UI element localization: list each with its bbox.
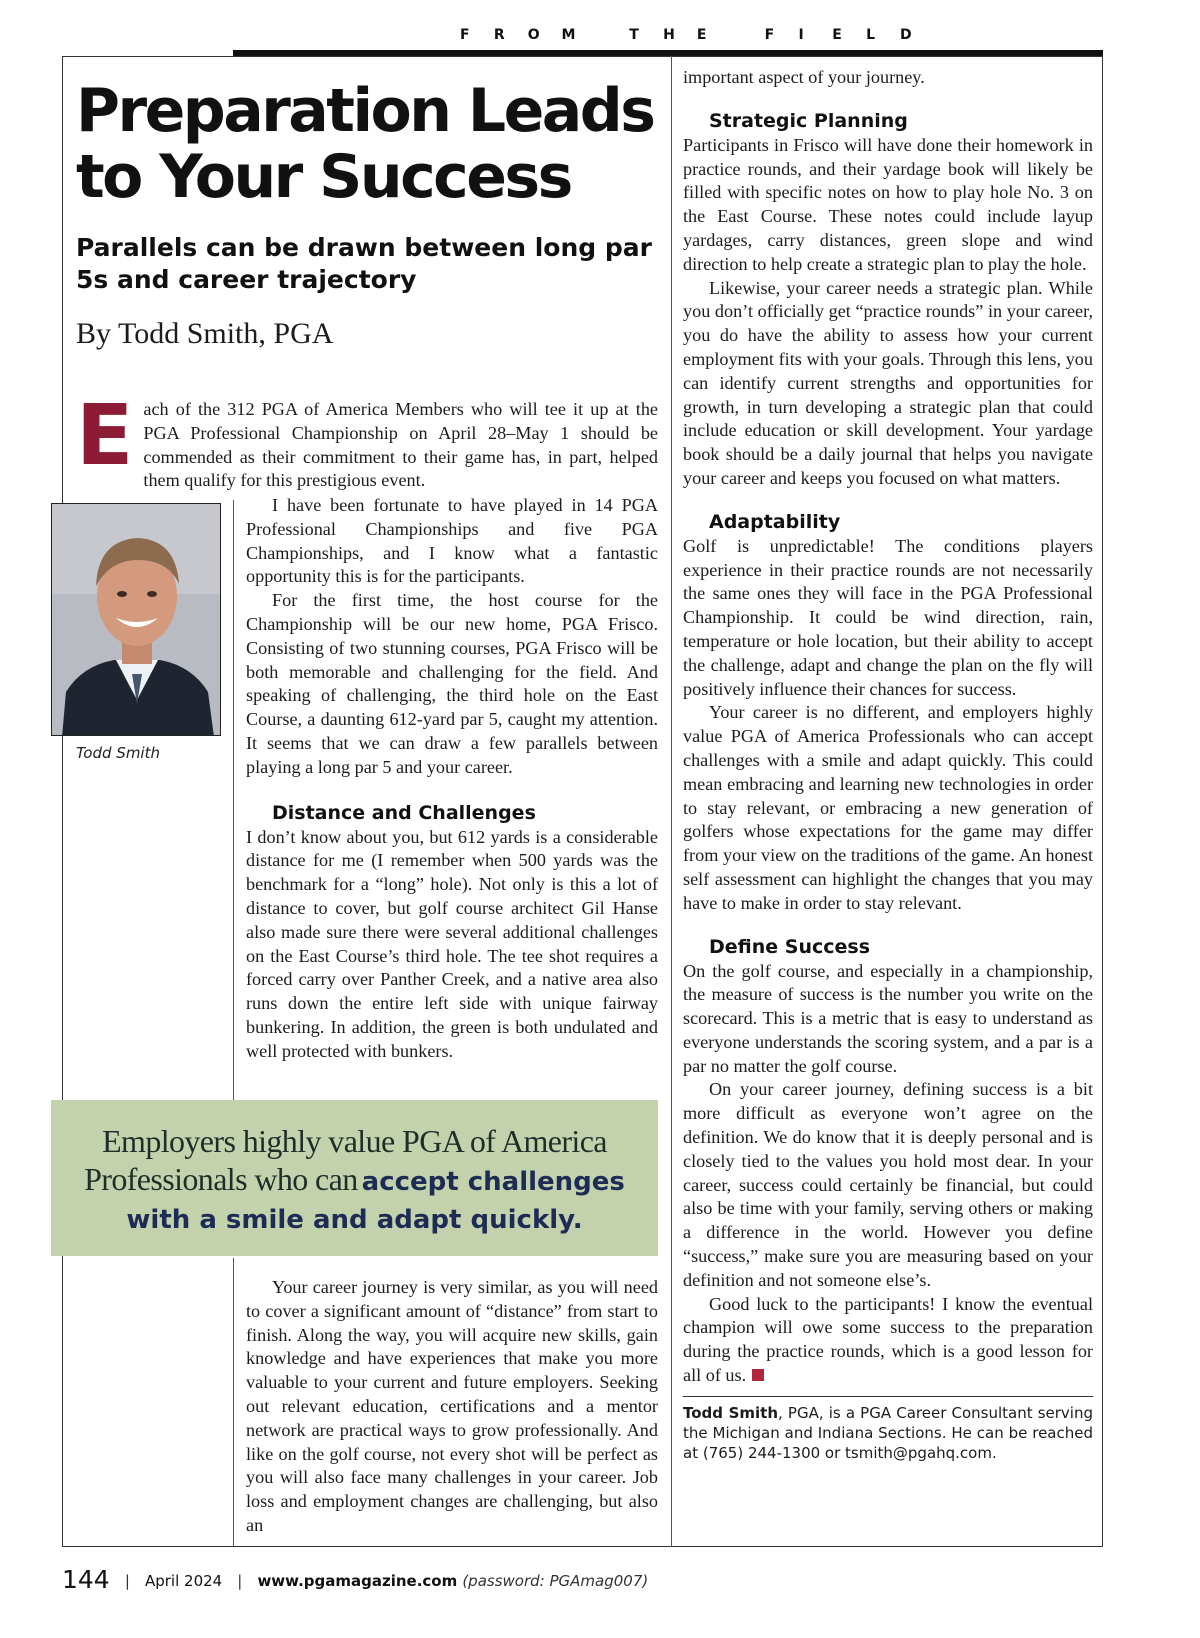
byline: By Todd Smith, PGA — [76, 317, 334, 350]
footer-separator: | — [124, 1572, 130, 1590]
author-photo — [51, 503, 221, 736]
column-rule-lower — [233, 1258, 234, 1546]
drop-cap: E — [76, 386, 134, 484]
pull-quote-text: Employers highly value PGA of America Professionals who can — [84, 1123, 607, 1197]
page-footer — [62, 1565, 1062, 1594]
footer-separator: | — [237, 1572, 243, 1590]
subhead-strategic-planning: Strategic Planning — [709, 109, 908, 132]
photo-caption: Todd Smith — [76, 744, 160, 762]
subhead-distance: Distance and Challenges — [272, 801, 536, 824]
website-link[interactable]: www.pgamagazine.com — [257, 1572, 458, 1590]
article-subtitle: Parallels can be drawn between long par 5s and career trajectory — [76, 233, 652, 294]
end-mark-icon — [752, 1369, 764, 1381]
intro-text: ach of the 312 PGA of America Members who will tee it up at the PGA Professional Championship on April 28–May 1 should be commended as their commitment to their game has, in part, helped them qualify for this prestigious event. — [143, 399, 658, 491]
password-note: (password: PGAmag007) — [462, 1572, 649, 1590]
intro-paragraph — [76, 386, 658, 493]
paragraph: Participants in Frisco will have done their homework in practice rounds, and their yardage book will likely be filled with specific notes on how to play hole No. 3 on the East Course. These notes could include layup yardages, carry distances, green slope and wind direction to help create a strategic plan to play the hole. — [683, 134, 1093, 274]
article-title: Preparation Leads to Your Success — [76, 76, 654, 212]
paragraph: Likewise, your career needs a strategic plan. While you don’t officially get “practice rounds” in your career, you do have the ability to assess how your current employment fits with your goals. Through this lens, you can identify current strengths and opportunities for growth, in turn developing a strategic plan that could include education or skill development. Your yardage book should be a daily journal that helps you navigate your career and keeps you focused on what matters. — [683, 277, 1093, 488]
paragraph: Golf is unpredictable! The conditions players experience in their practice rounds are not necessarily the same ones they will face in the PGA Professional Championship. It could be wind direction, rain, temperature or hole location, but their ability to accept the challenge, adapt and change the plan on the fly will positively influence their chances for success. — [683, 535, 1093, 699]
left-column-lower — [246, 1276, 658, 1538]
pull-quote — [51, 1100, 658, 1256]
bio-name: Todd Smith — [683, 1403, 779, 1422]
paragraph: For the first time, the host course for the Championship will be our new home, PGA Frisco. Consisting of two stunning courses, PGA Frisco will be both memorable and challenging for the field. And speaking of challenging, the third hole on the East Course, a daunting 612-yard par 5, caught my attention. It seems that we can draw a few parallels between playing a long par 5 and your career. — [246, 590, 658, 777]
paragraph: I have been fortunate to have played in 14 PGA Professional Championships and five PGA Championships, and I know what a fantastic opportunity this is for the participants. — [246, 495, 658, 587]
closing-paragraph — [683, 1293, 1093, 1388]
paragraph: On the golf course, and especially in a championship, the measure of success is the number you write on the scorecard. This is a metric that is easy to understand as everyone understands the scoring system, and a par is a par no matter the golf course. — [683, 960, 1093, 1076]
pull-quote-emphasis: accept challenges with a smile and adapt quickly. — [126, 1167, 625, 1235]
paragraph: I don’t know about you, but 612 yards is a considerable distance for me (I remember when 500 yards was the benchmark for a “long” hole). Not only is this a lot of distance to cover, but golf course architect Gil Hanse also made sure there were several additional challenges on the East Course’s third hole. The tee shot requires a forced carry over Panther Creek, and a native area also runs down the entire left side with unique fairway bunkering. In addition, the green is both undulated and well protected with bunkers. — [246, 826, 658, 1061]
paragraph: Your career is no different, and employers highly value PGA of America Professionals who can accept challenges with a smile and adapt quickly. This could mean embracing and learning new technologies in order to stay relevant, or embracing a new generation of golfers whose expectations for the game may differ from your view on the traditions of the game. An honest self assessment can highlight the changes that you may have to make in order to stay relevant. — [683, 702, 1093, 913]
issue-date: April 2024 — [144, 1572, 223, 1590]
closing-text: Good luck to the participants! I know the eventual champion will owe some success to the preparation during the practice rounds, which is a good lesson for all of us. — [683, 1293, 1093, 1386]
paragraph: On your career journey, defining success is a bit more difficult as everyone won’t agree on the definition. We do know that it is deeply personal and is closely tied to the values you hold most dear. In your career, success could certainly be financial, but could also be time with your family, serving others or making a difference in the world. However you define “success,” make sure you are measuring based on your definition and not someone else’s. — [683, 1079, 1093, 1290]
column-rule-upper — [233, 500, 234, 1100]
subhead-adaptability: Adaptability — [709, 510, 841, 533]
author-portrait-illustration — [52, 504, 221, 736]
column-divider — [671, 56, 672, 1547]
right-column — [683, 66, 1093, 1463]
paragraph: important aspect of your journey. — [683, 67, 925, 87]
paragraph: Your career journey is very similar, as you will need to cover a significant amount of “distance” from start to finish. Along the way, you will acquire new skills, gain knowledge and have experiences that make you more valuable to your current and future employers. Seeking out relevant education, certifications and a mentor network are practical ways to grow professionally. And like on the golf course, not every shot will be perfect as you will also face many challenges in your career. Job loss and employment changes are challenging, but also an — [246, 1277, 658, 1535]
left-column-upper — [246, 494, 658, 1064]
author-bio — [683, 1396, 1093, 1463]
page-number: 144 — [62, 1565, 110, 1594]
bio-text: , PGA, is a PGA Career Consultant serving the Michigan and Indiana Sections. He can be reached at (765) 244-1300 or tsmith@pgahq.com. — [683, 1403, 1093, 1462]
subhead-define-success: Define Success — [709, 935, 871, 958]
